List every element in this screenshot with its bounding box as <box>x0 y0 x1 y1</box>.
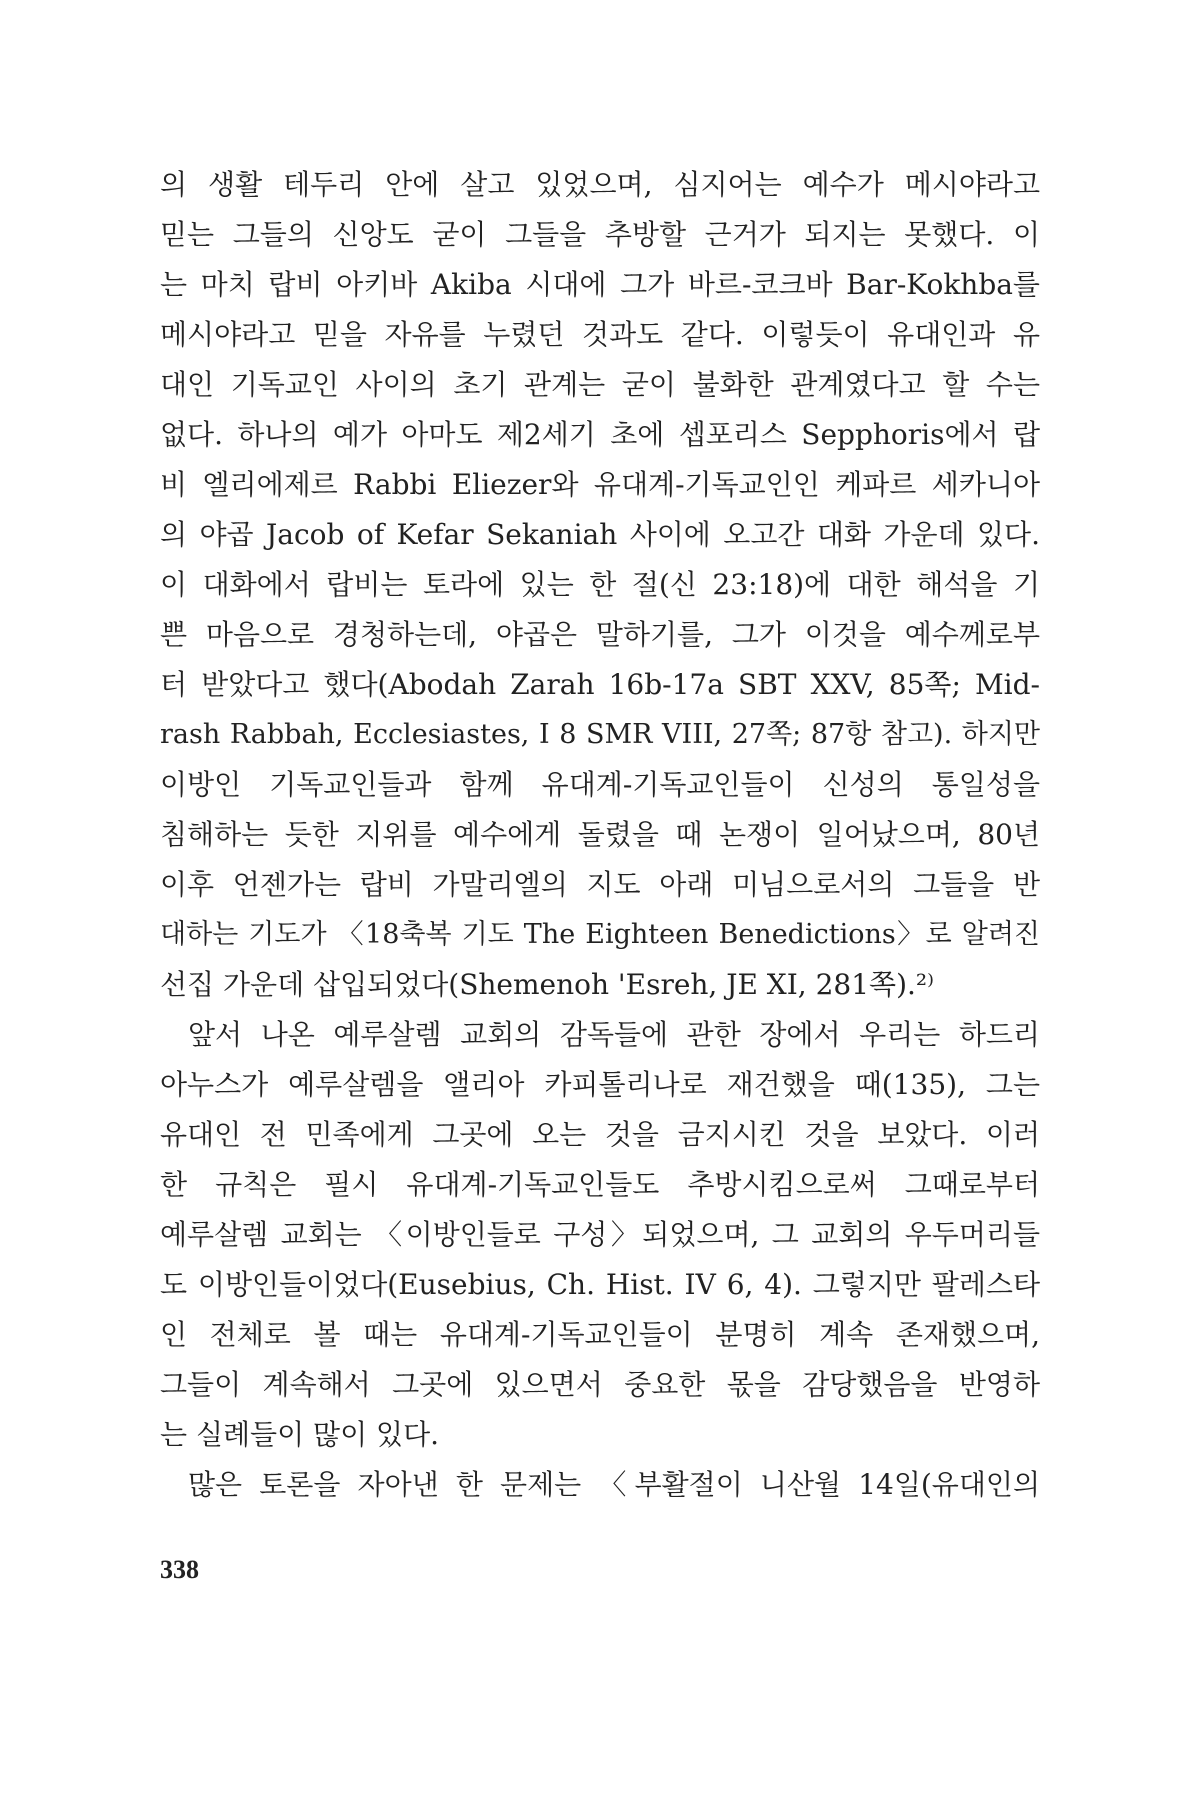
text-line: 앞서 나온 예루살렘 교회의 감독들에 관한 장에서 우리는 하드리 <box>188 1018 1040 1051</box>
paragraph-3 <box>160 1460 1040 1510</box>
text-line: 많은 토론을 자아낸 한 문제는 〈부활절이 니산월 14일(유대인의 <box>188 1468 1040 1501</box>
text-line: 이방인 기독교인들과 함께 유대계-기독교인들이 신성의 통일성을 <box>160 768 1040 801</box>
text-line: 비 엘리에제르 Rabbi Eliezer와 유대계-기독교인인 케파르 세카니아 <box>160 468 1040 501</box>
text-line: 는 마치 랍비 아키바 Akiba 시대에 그가 바르-코크바 Bar-Kokhba를 <box>160 268 1040 301</box>
text-line: 메시야라고 믿을 자유를 누렸던 것과도 같다. 이렇듯이 유대인과 유 <box>160 318 1040 351</box>
text-line: 없다. 하나의 예가 아마도 제2세기 초에 셉포리스 Sepphoris에서 랍 <box>160 418 1040 451</box>
text-line: rash Rabbah, Ecclesiastes, I 8 SMR VIII, 27쪽; 87항 참고). 하지만 <box>160 719 1040 750</box>
text-line: 의 생활 테두리 안에 살고 있었으며, 심지어는 예수가 메시야라고 <box>160 168 1040 201</box>
text-line: 믿는 그들의 신앙도 굳이 그들을 추방할 근거가 되지는 못했다. 이 <box>160 218 1040 251</box>
text-line: 의 야곱 Jacob of Kefar Sekaniah 사이에 오고간 대화 가운데 있다. <box>160 518 1040 551</box>
paragraph-2 <box>160 1010 1040 1460</box>
text-line: 선집 가운데 삽입되었다(Shemenoh 'Esreh, JE XI, 281쪽).²⁾ <box>160 968 935 1001</box>
text-line: 쁜 마음으로 경청하는데, 야곱은 말하기를, 그가 이것을 예수께로부 <box>160 618 1040 651</box>
text-line: 한 규칙은 필시 유대계-기독교인들도 추방시킴으로써 그때로부터 <box>160 1168 1040 1201</box>
text-line: 아누스가 예루살렘을 앨리아 카피톨리나로 재건했을 때(135), 그는 <box>160 1068 1040 1101</box>
body-text <box>160 160 1040 1510</box>
text-line: 그들이 계속해서 그곳에 있으면서 중요한 몫을 감당했음을 반영하 <box>160 1368 1040 1401</box>
text-line: 인 전체로 볼 때는 유대계-기독교인들이 분명히 계속 존재했으며, <box>160 1318 1040 1351</box>
text-line: 대하는 기도가 〈18축복 기도 The Eighteen Benedictions〉로 알려진 <box>160 919 1040 950</box>
text-line: 침해하는 듯한 지위를 예수에게 돌렸을 때 논쟁이 일어났으며, 80년 <box>160 818 1040 851</box>
text-line: 유대인 전 민족에게 그곳에 오는 것을 금지시킨 것을 보았다. 이러 <box>160 1118 1040 1151</box>
text-line: 예루살렘 교회는 〈이방인들로 구성〉되었으며, 그 교회의 우두머리들 <box>160 1218 1040 1251</box>
text-line: 이 대화에서 랍비는 토라에 있는 한 절(신 23:18)에 대한 해석을 기 <box>160 568 1040 601</box>
page-number: 338 <box>160 1555 199 1584</box>
text-line: 는 실례들이 많이 있다. <box>160 1418 440 1451</box>
paragraph-1 <box>160 160 1040 1010</box>
text-line: 터 받았다고 했다(Abodah Zarah 16b-17a SBT XXV, 85쪽; Mid- <box>160 668 1040 701</box>
text-line: 대인 기독교인 사이의 초기 관계는 굳이 불화한 관계였다고 할 수는 <box>160 368 1040 401</box>
text-line: 도 이방인들이었다(Eusebius, Ch. Hist. IV 6, 4). 그렇지만 팔레스타 <box>160 1268 1040 1301</box>
text-line: 이후 언젠가는 랍비 가말리엘의 지도 아래 미님으로서의 그들을 반 <box>160 868 1040 901</box>
